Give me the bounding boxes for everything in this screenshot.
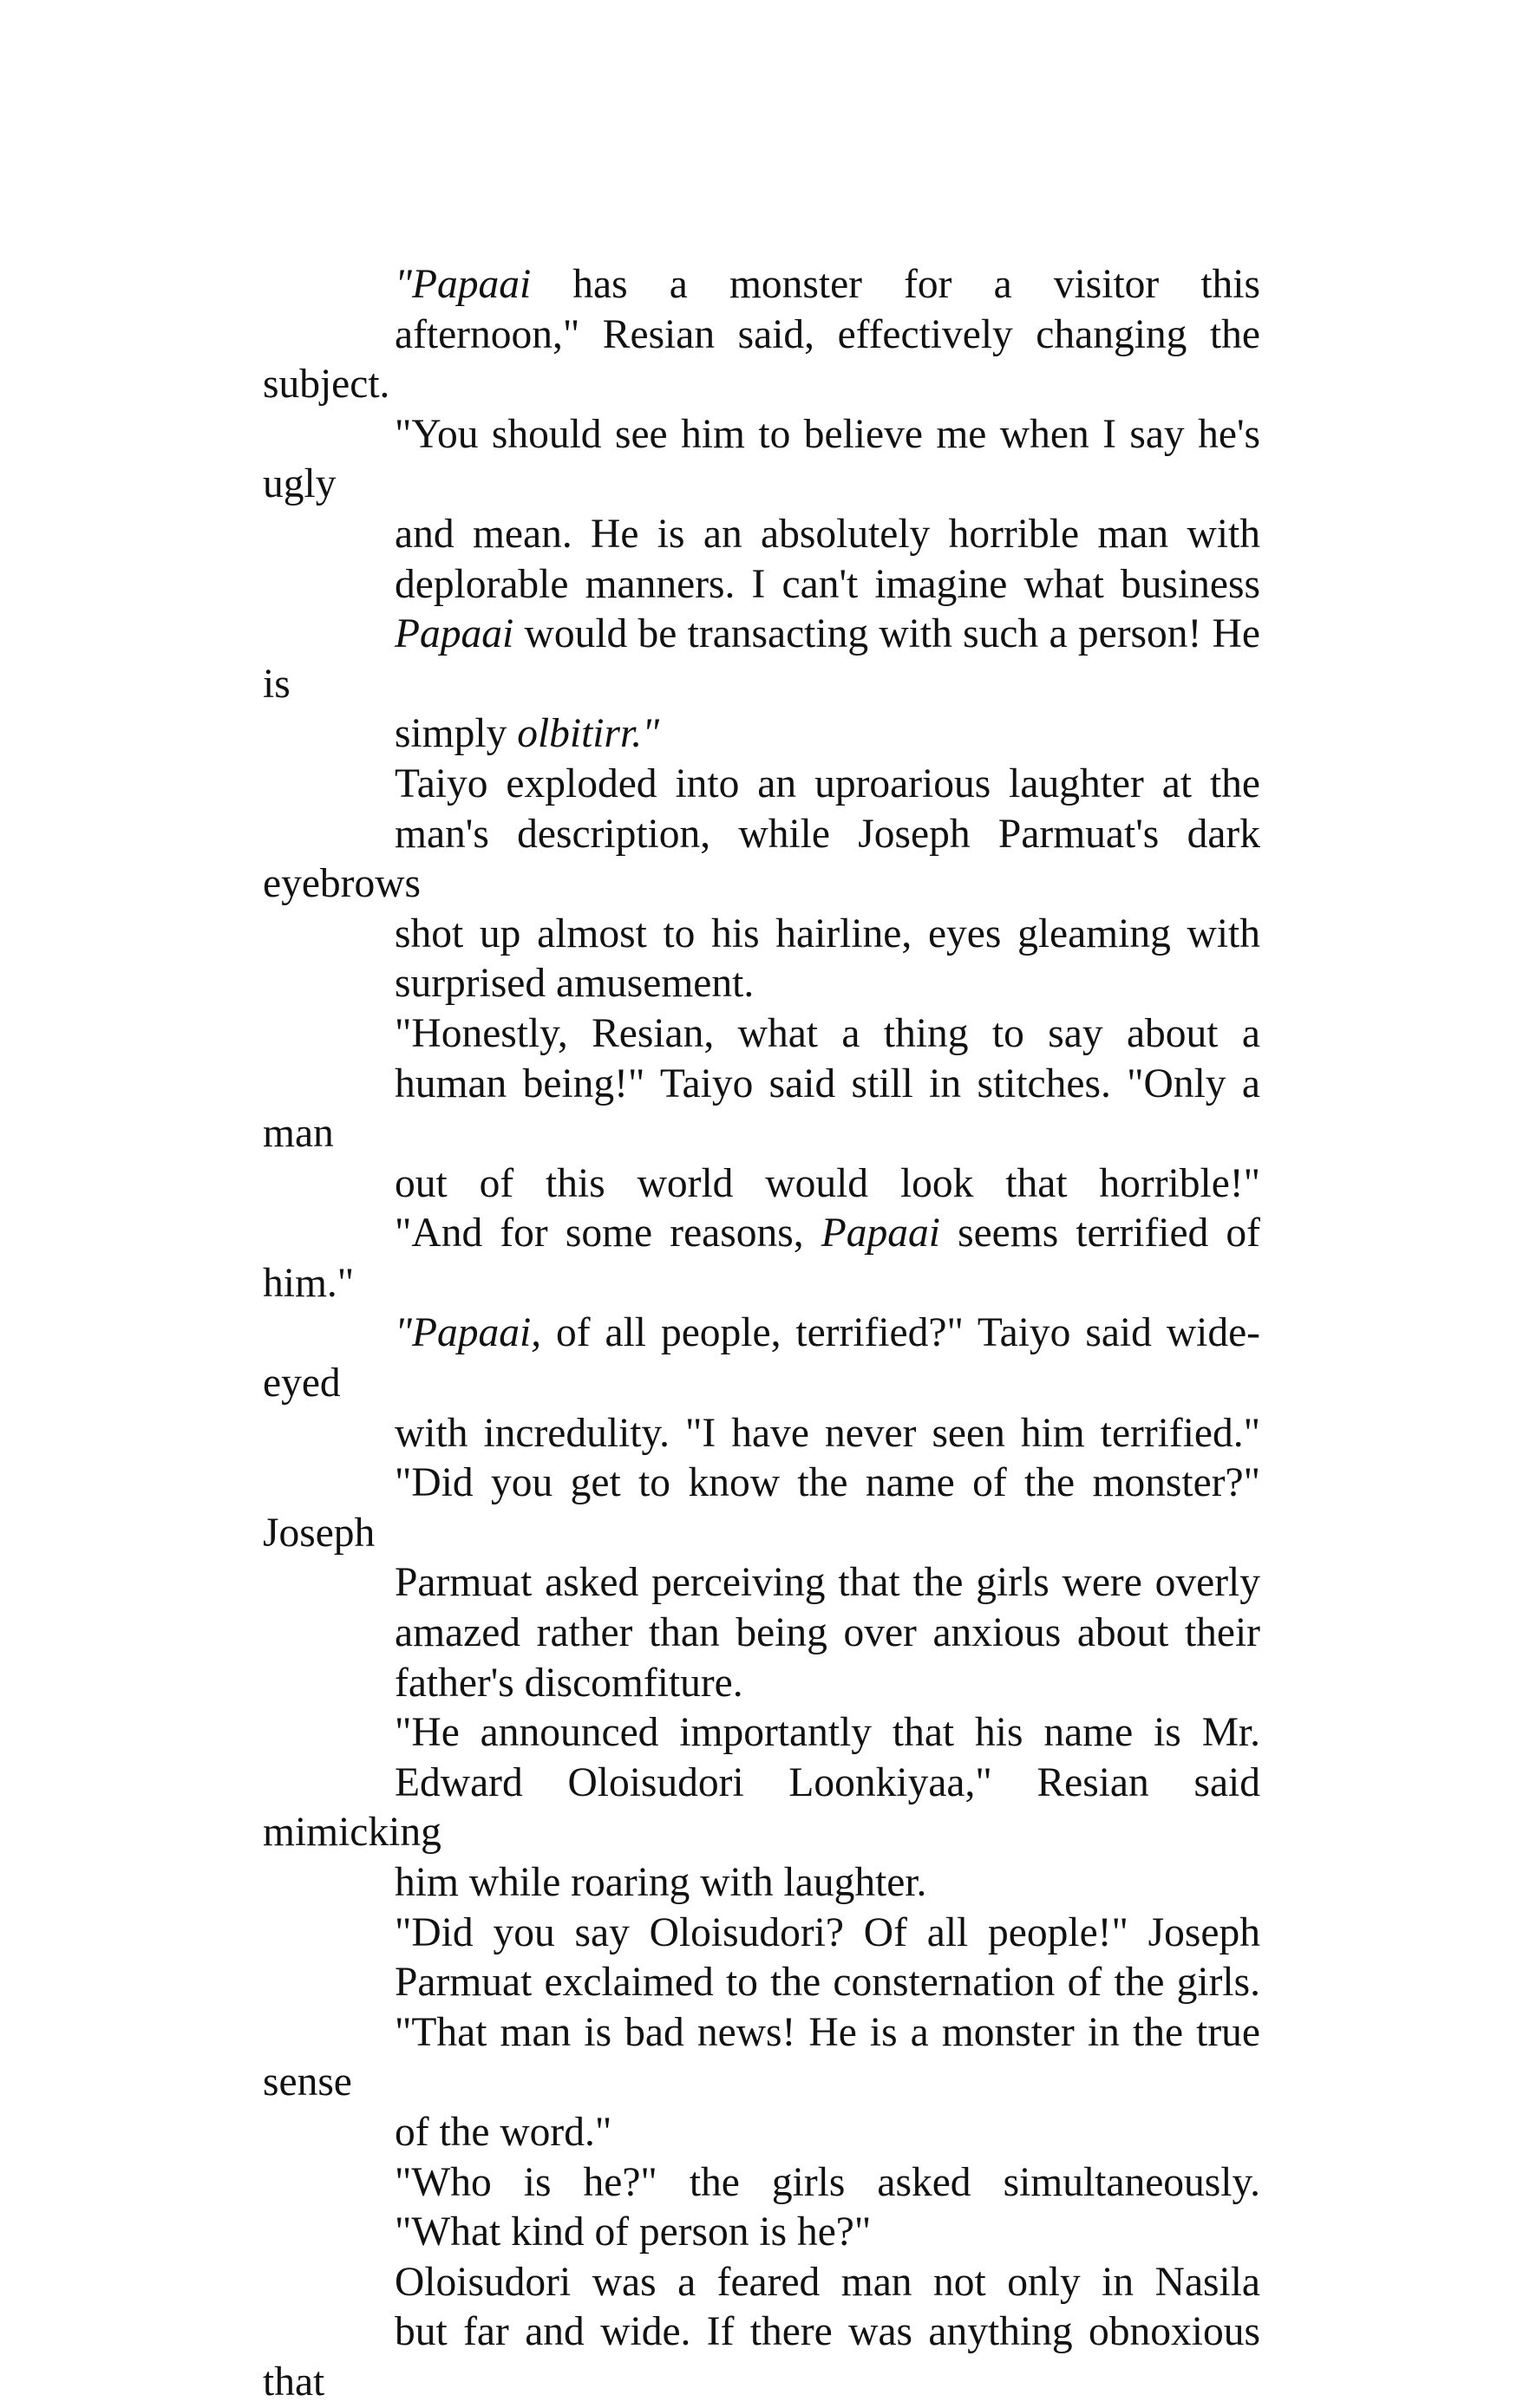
text-line bbox=[263, 1159, 1260, 1210]
text-run: out of this world would look that horrible!" bbox=[395, 1160, 1260, 1206]
text-line bbox=[263, 760, 1260, 810]
text-run: afternoon," Resian said, effectively changing the subject. bbox=[263, 311, 1260, 408]
text-run: and mean. He is an absolutely horrible man with bbox=[395, 511, 1260, 557]
text-run: "And for some reasons, bbox=[395, 1211, 821, 1256]
paragraph bbox=[263, 260, 1260, 760]
text-run: Parmuat asked perceiving that the girls were overly bbox=[395, 1560, 1260, 1606]
italic-text: olbitirr." bbox=[517, 711, 660, 757]
italic-text: "Papaai bbox=[395, 262, 532, 307]
text-line bbox=[263, 709, 1260, 760]
text-line bbox=[263, 2158, 1260, 2209]
body-text bbox=[263, 260, 1260, 2408]
text-line bbox=[263, 1459, 1260, 1558]
text-run: "Honestly, Resian, what a thing to say about a bbox=[395, 1010, 1260, 1056]
text-line bbox=[263, 2307, 1260, 2407]
text-line bbox=[263, 1759, 1260, 1858]
text-line bbox=[263, 810, 1260, 910]
text-run: Taiyo exploded into an uproarious laughter at the bbox=[395, 760, 1260, 806]
paragraph bbox=[263, 1708, 1260, 1908]
text-line bbox=[263, 510, 1260, 560]
text-run: shot up almost to his hairline, eyes gleaming with bbox=[395, 910, 1260, 956]
text-line bbox=[263, 2208, 1260, 2258]
text-run: Oloisudori was a feared man not only in Nasila bbox=[395, 2259, 1260, 2305]
text-run: Edward Oloisudori Loonkiyaa," Resian said mimicking bbox=[263, 1759, 1260, 1856]
text-line bbox=[263, 1409, 1260, 1459]
paragraph bbox=[263, 2258, 1260, 2408]
text-line bbox=[263, 2108, 1260, 2158]
text-run: human being!" Taiyo said still in stitches. "Only a man bbox=[263, 1060, 1260, 1157]
text-run: "He announced importantly that his name is Mr. bbox=[395, 1710, 1260, 1756]
italic-text: Papaai bbox=[395, 611, 514, 657]
text-line bbox=[263, 1209, 1260, 1308]
text-run: "You should see him to believe me when I say he's ugly bbox=[263, 411, 1260, 507]
text-run: but far and wide. If there was anything obnoxious that bbox=[263, 2309, 1260, 2405]
text-run: "Who is he?" the girls asked simultaneously. bbox=[395, 2159, 1260, 2205]
text-line bbox=[263, 260, 1260, 310]
text-line bbox=[263, 1958, 1260, 2008]
italic-text: "Papaai, bbox=[395, 1310, 542, 1356]
text-run: "Did you say Oloisudori? Of all people!" Joseph bbox=[395, 1909, 1260, 1955]
text-run: of the word." bbox=[395, 2109, 612, 2155]
text-run: man's description, while Joseph Parmuat's dark eyebrows bbox=[263, 811, 1260, 907]
text-run: him while roaring with laughter. bbox=[395, 1860, 927, 1905]
text-run: with incredulity. "I have never seen him terrified." bbox=[395, 1410, 1260, 1456]
text-run: simply bbox=[395, 711, 518, 757]
text-run: would be transacting with such a person! He is bbox=[263, 611, 1260, 707]
text-line bbox=[263, 610, 1260, 709]
text-line bbox=[263, 310, 1260, 410]
text-run: "Did you get to know the name of the monster?" Joseph bbox=[263, 1460, 1260, 1556]
text-line bbox=[263, 1009, 1260, 1060]
text-line bbox=[263, 1308, 1260, 1408]
text-line bbox=[263, 959, 1260, 1009]
text-line bbox=[263, 560, 1260, 610]
text-line bbox=[263, 1708, 1260, 1759]
text-run: amazed rather than being over anxious about their bbox=[395, 1610, 1260, 1656]
text-run: surprised amusement. bbox=[395, 961, 755, 1007]
text-line bbox=[263, 2258, 1260, 2308]
paragraph bbox=[263, 1009, 1260, 1708]
text-run: father's discomfiture. bbox=[395, 1660, 743, 1706]
text-line bbox=[263, 1909, 1260, 1959]
text-line bbox=[263, 1858, 1260, 1909]
text-line bbox=[263, 1060, 1260, 1159]
text-line bbox=[263, 410, 1260, 510]
italic-text: Papaai bbox=[821, 1211, 940, 1256]
paragraph bbox=[263, 2158, 1260, 2258]
text-run: seems terrified of him." bbox=[263, 1211, 1260, 1306]
text-run: "That man is bad news! He is a monster in the true sense bbox=[263, 2009, 1260, 2105]
text-run: "What kind of person is he?" bbox=[395, 2209, 872, 2255]
text-line bbox=[263, 2008, 1260, 2108]
paragraph bbox=[263, 760, 1260, 1009]
text-run: Parmuat exclaimed to the consternation of the girls. bbox=[395, 1960, 1260, 2006]
paragraph bbox=[263, 1909, 1260, 2158]
text-line bbox=[263, 1609, 1260, 1659]
text-line bbox=[263, 910, 1260, 960]
text-run: has a monster for a visitor this bbox=[531, 262, 1260, 307]
text-run: of all people, terrified?" Taiyo said wide-eyed bbox=[263, 1310, 1260, 1406]
text-line bbox=[263, 1659, 1260, 1709]
text-line bbox=[263, 1558, 1260, 1609]
text-run: deplorable manners. I can't imagine what business bbox=[395, 561, 1260, 607]
